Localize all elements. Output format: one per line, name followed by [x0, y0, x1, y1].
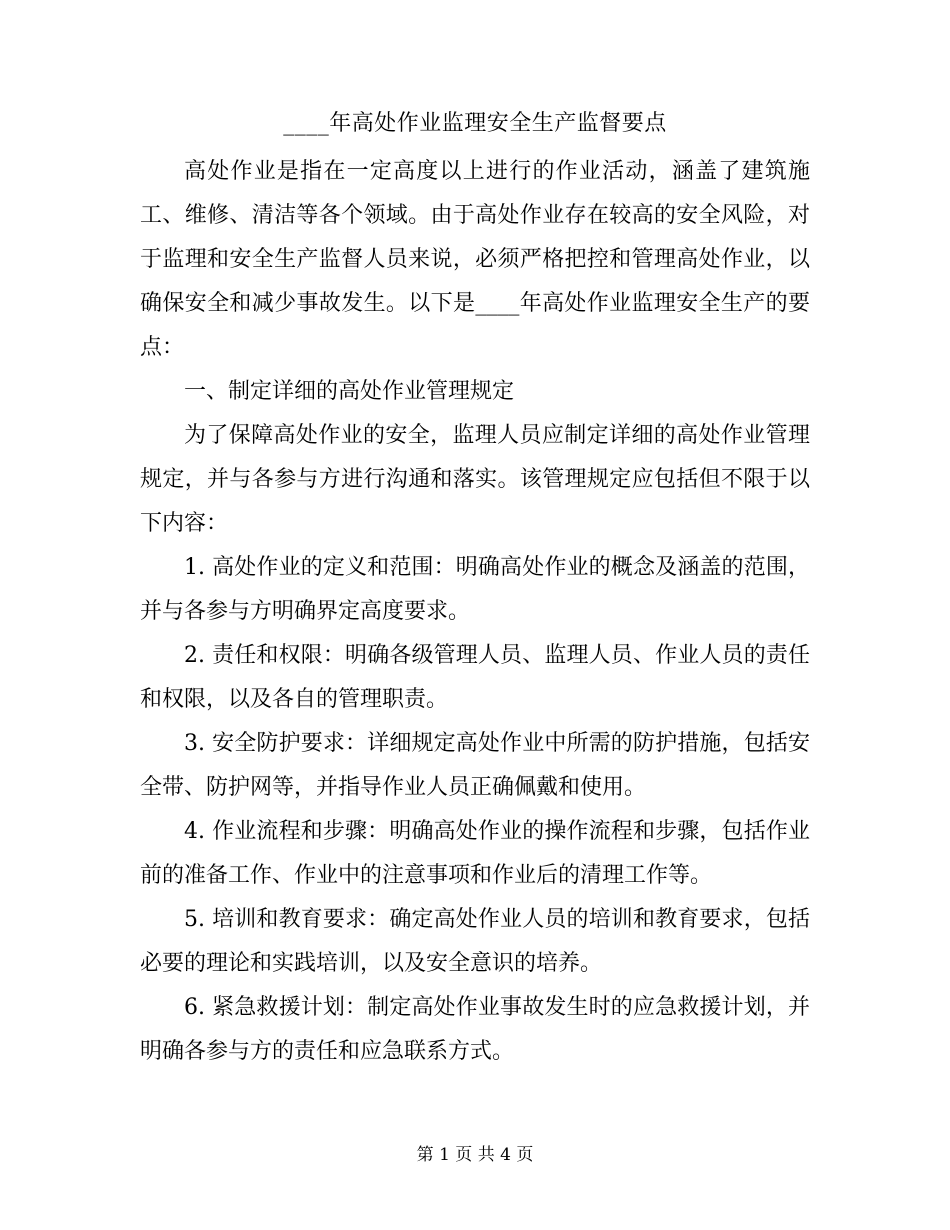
list-item-5: 5. 培训和教育要求：确定高处作业人员的培训和教育要求，包括必要的理论和实践培训，以及安全意识的培养。 [140, 907, 810, 976]
document-body [140, 150, 810, 1074]
section-heading-1: 一、制定详细的高处作业管理规定 [184, 379, 515, 404]
paragraph-intro: 高处作业是指在一定高度以上进行的作业活动，涵盖了建筑施工、维修、清洁等各个领域。由于高处作业存在较高的安全风险，对于监理和安全生产监督人员来说，必须严格把控和管理高处作业，以确保安全和减少事故发生。以下是____年高处作业监理安全生产的要点： [140, 159, 810, 360]
document-title: ____年高处作业监理安全生产监督要点 [283, 111, 667, 136]
page-footer: 第 1 页 共 4 页 [416, 1145, 534, 1165]
list-item-3: 3. 安全防护要求：详细规定高处作业中所需的防护措施，包括安全带、防护网等，并指导作业人员正确佩戴和使用。 [140, 731, 810, 800]
paragraph-section-1-intro: 为了保障高处作业的安全，监理人员应制定详细的高处作业管理规定，并与各参与方进行沟通和落实。该管理规定应包括但不限于以下内容： [140, 423, 810, 536]
list-item-6: 6. 紧急救援计划：制定高处作业事故发生时的应急救援计划，并明确各参与方的责任和应急联系方式。 [140, 995, 810, 1064]
list-item-2: 2. 责任和权限：明确各级管理人员、监理人员、作业人员的责任和权限，以及各自的管理职责。 [140, 643, 810, 712]
list-item-1: 1. 高处作业的定义和范围：明确高处作业的概念及涵盖的范围，并与各参与方明确界定高度要求。 [140, 555, 810, 624]
list-item-4: 4. 作业流程和步骤：明确高处作业的操作流程和步骤，包括作业前的准备工作、作业中的注意事项和作业后的清理工作等。 [140, 819, 810, 888]
